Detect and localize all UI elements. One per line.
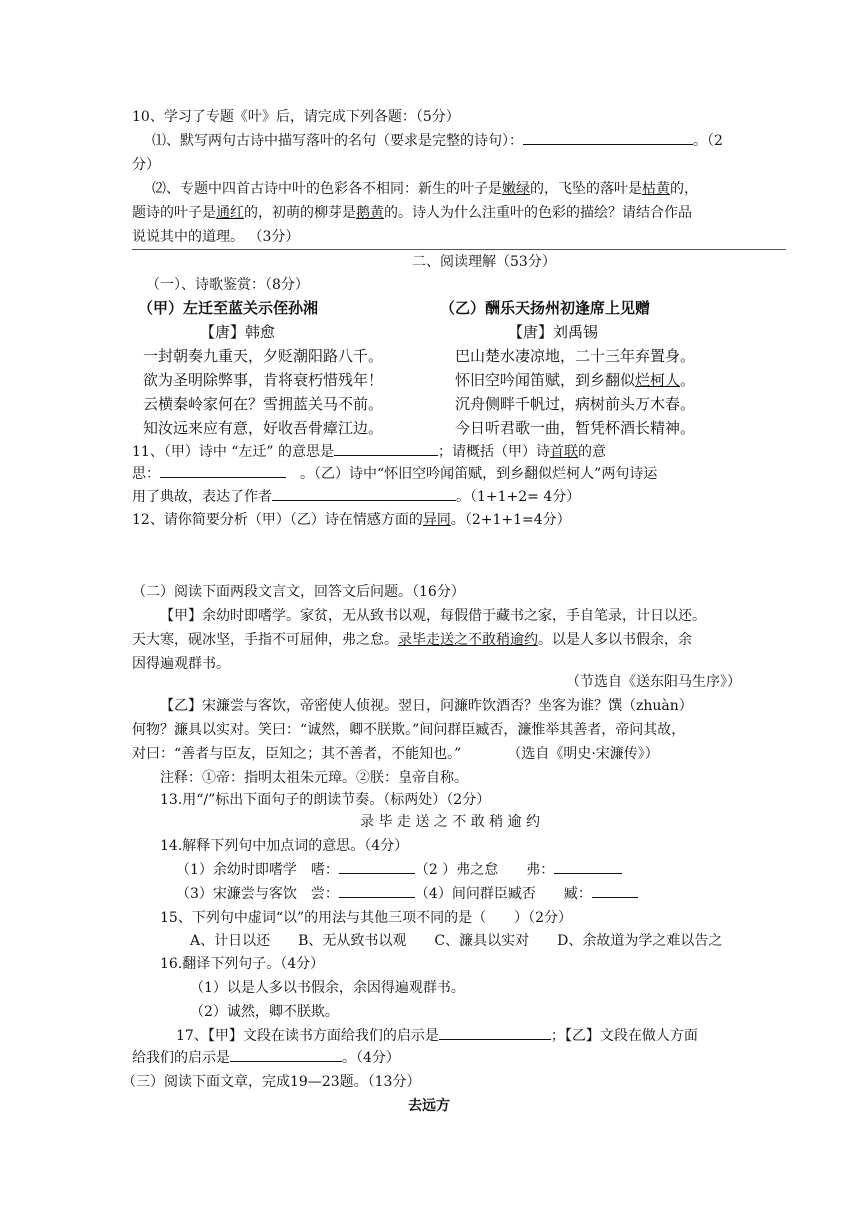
poem-b-line: [455, 368, 695, 392]
answer-blank[interactable]: [160, 462, 286, 478]
q15-head: 15、下列句中虚词“以”的用法与其他三项不同的是（ ）（2分）: [160, 910, 573, 926]
underlined-word: 通红: [216, 205, 244, 221]
text: 对曰：“善者与臣友，臣知之；其不善者，不能知也。”: [132, 746, 462, 762]
q11-line3: [132, 485, 580, 509]
part3-head: （三）阅读下面文章，完成19—23题。（13分）: [122, 1074, 421, 1090]
text: （3）宋濂尝与客饮 尝：: [176, 886, 339, 902]
poem-a-line: 欲为圣明除弊事，肯将衰朽惜残年！: [143, 371, 384, 389]
text: 12、请你简要分析（甲）（乙）诗在情感方面的: [132, 512, 423, 528]
q17-line1: [176, 1024, 698, 1048]
q10-part2-line2: [132, 201, 692, 225]
subsection-poetry: （一）、诗歌鉴赏：（8分）: [146, 277, 309, 293]
text: 。（1+1+2= 4分）: [456, 489, 581, 505]
q14-row: [176, 858, 622, 882]
text: ⑵、专题中四首古诗中叶的色彩各不相同：新生的叶子是: [152, 181, 502, 197]
text: 17、【甲】文段在读书方面给我们的启示是: [176, 1028, 439, 1044]
poem-a-author: 【唐】韩愈: [200, 323, 276, 341]
answer-blank[interactable]: [554, 858, 622, 874]
q16-head: 16.翻译下列句子。（4分）: [160, 956, 325, 972]
q17-line2: [132, 1046, 400, 1070]
underlined-word: 异同: [422, 512, 451, 528]
answer-blank[interactable]: [334, 440, 438, 456]
answer-blank[interactable]: [592, 882, 638, 898]
text: 天大寒，砚冰坚，手指不可屈伸，弗之怠。: [132, 632, 398, 648]
text: 的。诗人为什么注重叶的色彩的描绘？请结合作品: [384, 205, 692, 221]
answer-blank[interactable]: [523, 129, 693, 145]
text: ；【乙】文段在做人方面: [550, 1028, 698, 1044]
q13-sentence: 录 毕 走 送 之 不 敢 稍 逾 约: [360, 814, 541, 830]
text: 题诗的叶子是: [132, 205, 216, 221]
section-title: 二、阅读理解（53分）: [412, 254, 556, 270]
text: 的，: [670, 181, 698, 197]
text: 给我们的启示是: [132, 1050, 230, 1066]
passage-jia-line: 因得遍观群书。: [132, 656, 230, 672]
answer-blank[interactable]: [339, 858, 415, 874]
poem-b-author: 【唐】刘禹锡: [508, 323, 599, 341]
text: （1）余幼时即嗜学 嗜：: [176, 862, 339, 878]
poem-b-line: 沉舟侧畔千帆过，病树前头万木春。: [455, 395, 696, 413]
q15-options: A、计日以还 B、无从致书以观 C、濂具以实对 D、余故道为学之难以告之: [190, 933, 723, 949]
passage-yi-line: 【乙】宋濂尝与客饮，帝密使人侦视。翌日，问濂昨饮酒否？坐客为谁？馔（zhuàn）: [160, 698, 693, 714]
passage-yi-line: [132, 742, 659, 766]
underlined-word: 嫩绿: [502, 181, 530, 197]
q11-line1: [132, 440, 606, 464]
answer-blank[interactable]: [339, 882, 415, 898]
passage-yi-source: （选自《明史·宋濂传》）: [507, 746, 659, 762]
underlined-sentence: 录毕走送之不敢稍逾约: [398, 632, 538, 648]
answer-blank[interactable]: [439, 1024, 551, 1040]
answer-blank[interactable]: [272, 485, 456, 501]
q11-line2: [132, 462, 657, 486]
q10-part2-line1: [152, 177, 698, 201]
poem-a-line: 云横秦岭家何在？雪拥蓝关马不前。: [143, 395, 384, 413]
q12: [132, 508, 571, 532]
text: 的，飞坠的落叶是: [530, 181, 642, 197]
q10-p1-text: ⑴、默写两句古诗中描写落叶的名句（要求是完整的诗句）：: [152, 133, 523, 149]
q10-p1-score: 。（2: [693, 133, 723, 149]
answer-blank[interactable]: [230, 1046, 342, 1062]
q10-p1-score-cont: 分）: [132, 157, 160, 173]
text: 思：: [132, 466, 160, 482]
q13-head: 13.用“/”标出下面句子的朗读节奏。（标两处）（2分）: [160, 792, 491, 808]
underlined-word: 枯黄: [642, 181, 670, 197]
text: 。（2+1+1=4分）: [450, 512, 571, 528]
q14-row: [176, 882, 638, 906]
text: 的意: [578, 444, 607, 460]
poem-b-title: （乙）酬乐天扬州初逢席上见赠: [440, 299, 651, 317]
text: 怀旧空吟闻笛赋，到乡翻似: [455, 371, 636, 389]
passage-note: 注释：①帝：指明太祖朱元璋。②朕：皇帝自称。: [160, 770, 468, 786]
text: 。（乙）诗中“怀旧空吟闻笛赋，到乡翻似烂柯人”两句诗运: [300, 466, 658, 482]
poem-a-title: （甲）左迁至蓝关示侄孙湘: [138, 299, 319, 317]
text: 11、（甲）诗中 “左迁” 的意思是: [132, 444, 335, 460]
text: （4）间问群臣臧否 臧：: [414, 886, 592, 902]
q14-head: 14.解释下列句中加点词的意思。（4分）: [160, 838, 409, 854]
part2-head: （二）阅读下面两段文言文，回答文后问题。（16分）: [132, 584, 465, 600]
text: 。: [680, 371, 696, 389]
q10-head: 10、学习了专题《叶》后，请完成下列各题：（5分）: [132, 109, 460, 125]
q16-sentence: （1）以是人多以书假余，余因得遍观群书。: [190, 980, 465, 996]
underlined-word: 烂柯人: [635, 371, 681, 389]
q16-sentence: （2）诚然，卿不朕欺。: [190, 1004, 339, 1020]
underlined-word: 首联: [550, 444, 579, 460]
poem-b-line: 今日听君歌一曲，暂凭杯酒长精神。: [455, 419, 696, 437]
underlined-word: 鹅黄: [356, 205, 384, 221]
poem-a-line: 一封朝奏九重天，夕贬潮阳路八千。: [143, 347, 384, 365]
passage-jia-line: 【甲】余幼时即嗜学。家贫，无从致书以观，每假借于藏书之家，手自笔录，计日以还。: [160, 608, 706, 624]
q10-part1: [152, 129, 723, 153]
passage-yi-line: 何物？濂具以实对。笑曰：“诚然，卿不朕欺。”间问群臣臧否，濂惟举其善者，帝问其故，: [132, 722, 686, 738]
passage-jia-source: （节选自《送东阳马生序》）: [566, 674, 741, 690]
poem-b-line: 巴山楚水凄凉地，二十三年弃置身。: [455, 347, 696, 365]
text: 。（4分）: [342, 1050, 400, 1066]
article-title: 去远方: [408, 1098, 450, 1114]
text: 。以是人多以书假余，余: [538, 632, 692, 648]
text: ；请概括（甲）诗: [438, 444, 551, 460]
text: 用了典故，表达了作者: [132, 489, 272, 505]
poem-a-line: 知汝远来应有意，好收吾骨瘴江边。: [143, 419, 384, 437]
passage-jia-line: [132, 628, 692, 652]
text: （2 ）弗之怠 弗：: [414, 862, 555, 878]
text: 的，初萌的柳芽是: [244, 205, 356, 221]
q10-part2-line3: 说说其中的道理。 （3分）: [132, 229, 300, 245]
